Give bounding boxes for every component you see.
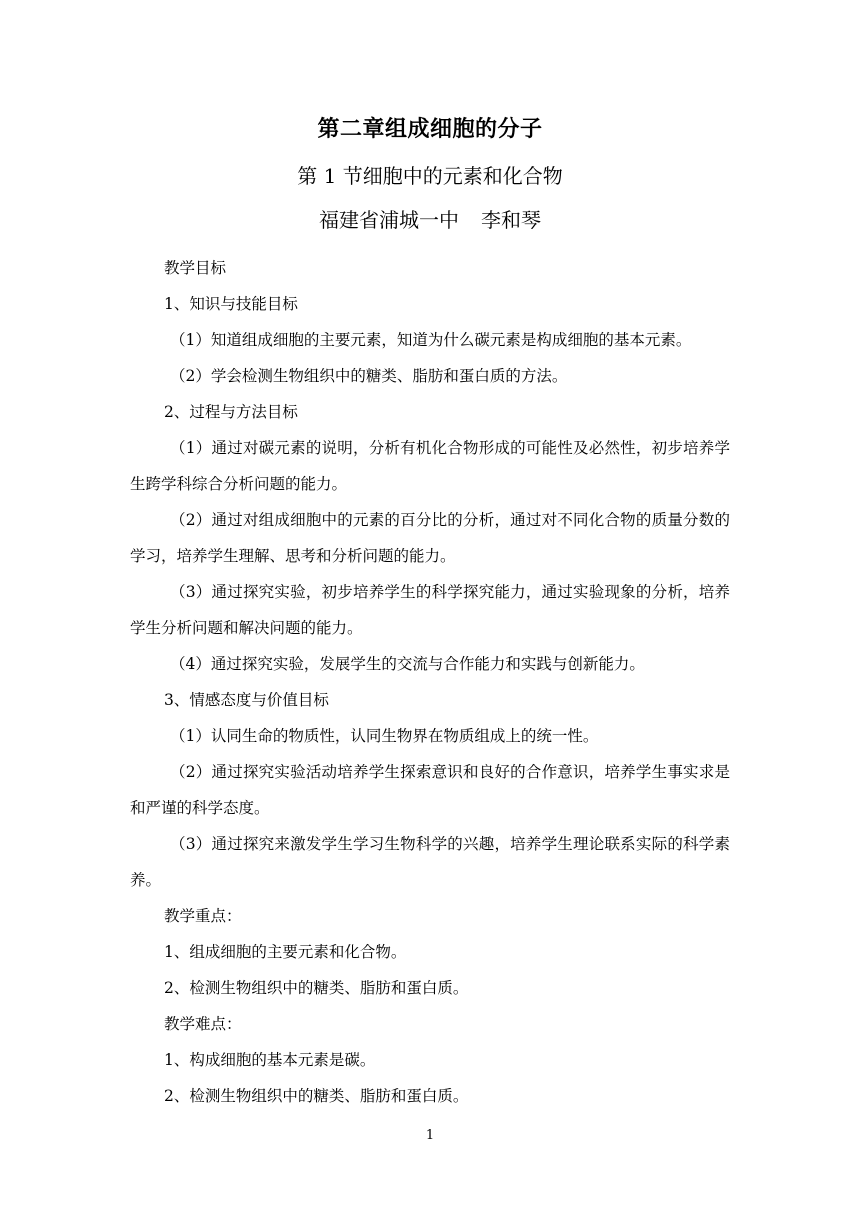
knowledge-skill-item-2: （2）学会检测生物组织中的糖类、脂肪和蛋白质的方法。 (170, 367, 568, 385)
page-number: 1 (425, 1128, 435, 1143)
author-name: 李和琴 (481, 208, 541, 232)
process-method-item-3: （3）通过探究实验，初步培养学生的科学探究能力，通过实验现象的分析，培养学生分析问题和解决问题的能力。 (130, 583, 730, 637)
objectives-heading: 教学目标 (164, 259, 227, 277)
emotion-value-heading: 3、情感态度与价值目标 (164, 691, 329, 709)
process-method-item-2: （2）通过对组成细胞中的元素的百分比的分析，通过对不同化合物的质量分数的学习，培养学生理解、思考和分析问题的能力。 (130, 511, 730, 565)
chapter-title: 第二章组成细胞的分子 (317, 117, 543, 142)
emotion-value-item-2: （2）通过探究实验活动培养学生探索意识和良好的合作意识，培养学生事实求是和严谨的科学态度。 (130, 763, 730, 817)
document-body (130, 250, 730, 1114)
difficult-points-item-1: 1、构成细胞的基本元素是碳。 (164, 1051, 376, 1069)
author-school: 福建省浦城一中 (319, 208, 459, 232)
process-method-heading: 2、过程与方法目标 (164, 403, 298, 421)
key-points-item-1: 1、组成细胞的主要元素和化合物。 (164, 943, 407, 961)
process-method-item-1: （1）通过对碳元素的说明，分析有机化合物形成的可能性及必然性，初步培养学生跨学科综合分析问题的能力。 (130, 439, 730, 493)
emotion-value-item-1: （1）认同生命的物质性，认同生物界在物质组成上的统一性。 (170, 727, 599, 745)
knowledge-skill-item-1: （1）知道组成细胞的主要元素，知道为什么碳元素是构成细胞的基本元素。 (170, 331, 692, 349)
key-points-heading: 教学重点： (164, 907, 242, 925)
section-title: 第 1 节细胞中的元素和化合物 (297, 164, 563, 188)
emotion-value-item-3: （3）通过探究来激发学生学习生物科学的兴趣，培养学生理论联系实际的科学素养。 (130, 835, 730, 889)
difficult-points-item-2: 2、检测生物组织中的糖类、脂肪和蛋白质。 (164, 1087, 469, 1105)
process-method-item-4: （4）通过探究实验，发展学生的交流与合作能力和实践与创新能力。 (170, 655, 645, 673)
author-line (0, 204, 860, 233)
key-points-item-2: 2、检测生物组织中的糖类、脂肪和蛋白质。 (164, 979, 469, 997)
difficult-points-heading: 教学难点： (164, 1015, 242, 1033)
knowledge-skill-heading: 1、知识与技能目标 (164, 295, 298, 313)
